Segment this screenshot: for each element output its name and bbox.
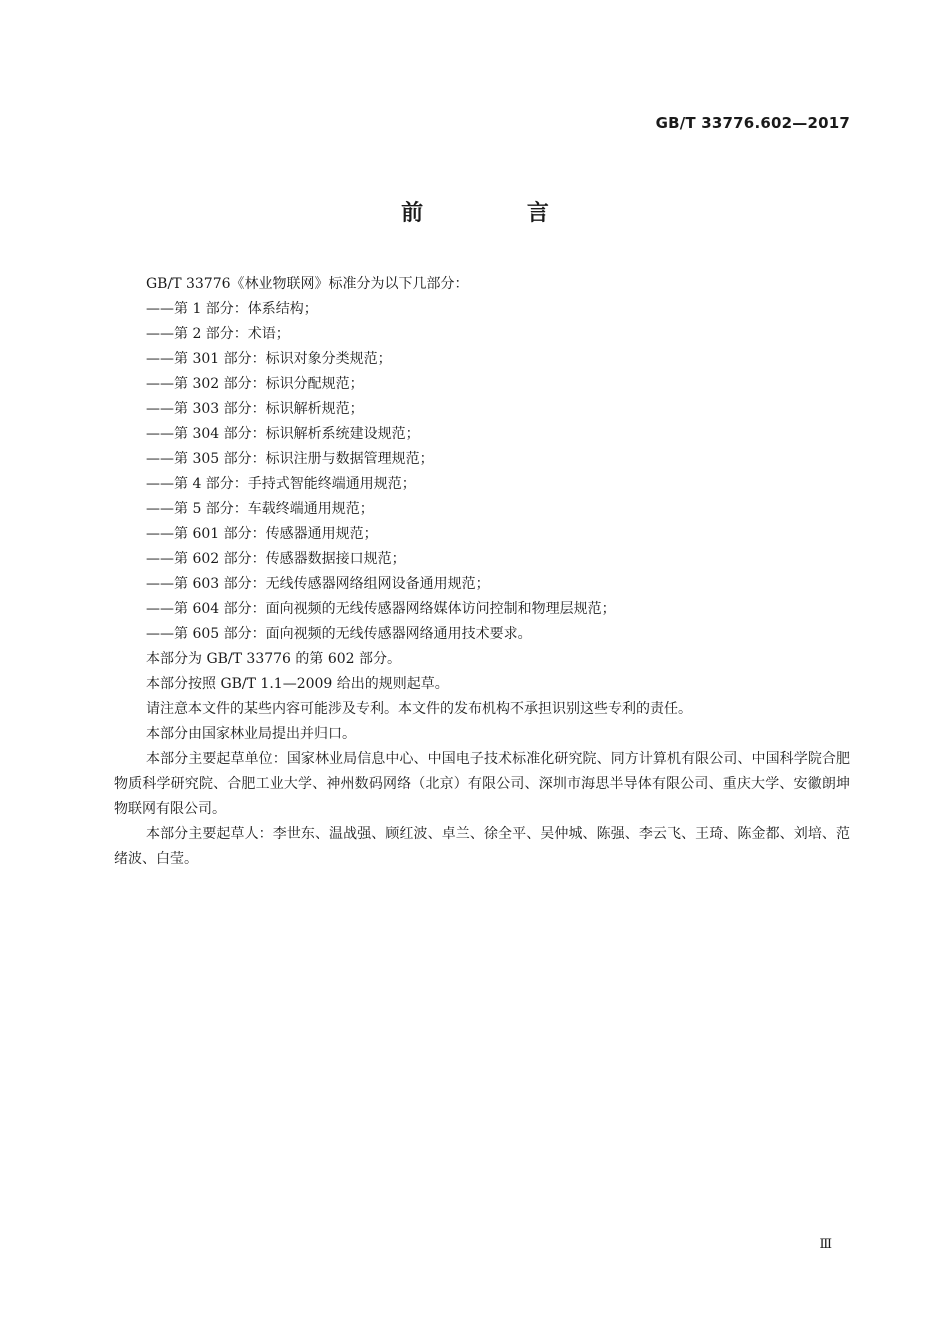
- part-list-item: ——第 4 部分：手持式智能终端通用规范；: [146, 476, 416, 492]
- drafters-paragraph: 本部分主要起草人：李世东、温战强、顾红波、卓兰、徐全平、吴仲城、陈强、李云飞、王琦、陈金都、刘培、范绪波、白莹。: [114, 826, 850, 867]
- page-title: 前 言: [401, 201, 597, 226]
- part-list-item: ——第 2 部分：术语；: [146, 326, 290, 342]
- statement-line: 本部分由国家林业局提出并归口。: [146, 726, 356, 742]
- statement-line: 本部分为 GB/T 33776 的第 602 部分。: [146, 651, 402, 667]
- drafting-units-paragraph: 本部分主要起草单位：国家林业局信息中心、中国电子技术标准化研究院、同方计算机有限公司、中国科学院合肥物质科学研究院、合肥工业大学、神州数码网络（北京）有限公司、深圳市海思半导体有限公司、重庆大学、安徽朗坤物联网有限公司。: [114, 751, 850, 817]
- part-list-item: ——第 601 部分：传感器通用规范；: [146, 526, 378, 542]
- foreword-body: [114, 272, 850, 872]
- page-number: Ⅲ: [819, 1237, 832, 1252]
- part-list-item: ——第 1 部分：体系结构；: [146, 301, 318, 317]
- part-list-item: ——第 304 部分：标识解析系统建设规范；: [146, 426, 420, 442]
- part-list-item: ——第 604 部分：面向视频的无线传感器网络媒体访问控制和物理层规范；: [146, 601, 616, 617]
- part-list-item: ——第 603 部分：无线传感器网络组网设备通用规范；: [146, 576, 490, 592]
- part-list-item: ——第 303 部分：标识解析规范；: [146, 401, 364, 417]
- intro-line: GB/T 33776《林业物联网》标准分为以下几部分：: [146, 276, 469, 292]
- statement-line: 本部分按照 GB/T 1.1—2009 给出的规则起草。: [146, 676, 449, 692]
- standard-code: GB/T 33776.602—2017: [655, 114, 850, 132]
- part-list-item: ——第 5 部分：车载终端通用规范；: [146, 501, 374, 517]
- part-list-item: ——第 602 部分：传感器数据接口规范；: [146, 551, 406, 567]
- statement-line: 请注意本文件的某些内容可能涉及专利。本文件的发布机构不承担识别这些专利的责任。: [146, 701, 692, 717]
- part-list-item: ——第 302 部分：标识分配规范；: [146, 376, 364, 392]
- part-list-item: ——第 301 部分：标识对象分类规范；: [146, 351, 392, 367]
- part-list-item: ——第 605 部分：面向视频的无线传感器网络通用技术要求。: [146, 626, 532, 642]
- part-list-item: ——第 305 部分：标识注册与数据管理规范；: [146, 451, 434, 467]
